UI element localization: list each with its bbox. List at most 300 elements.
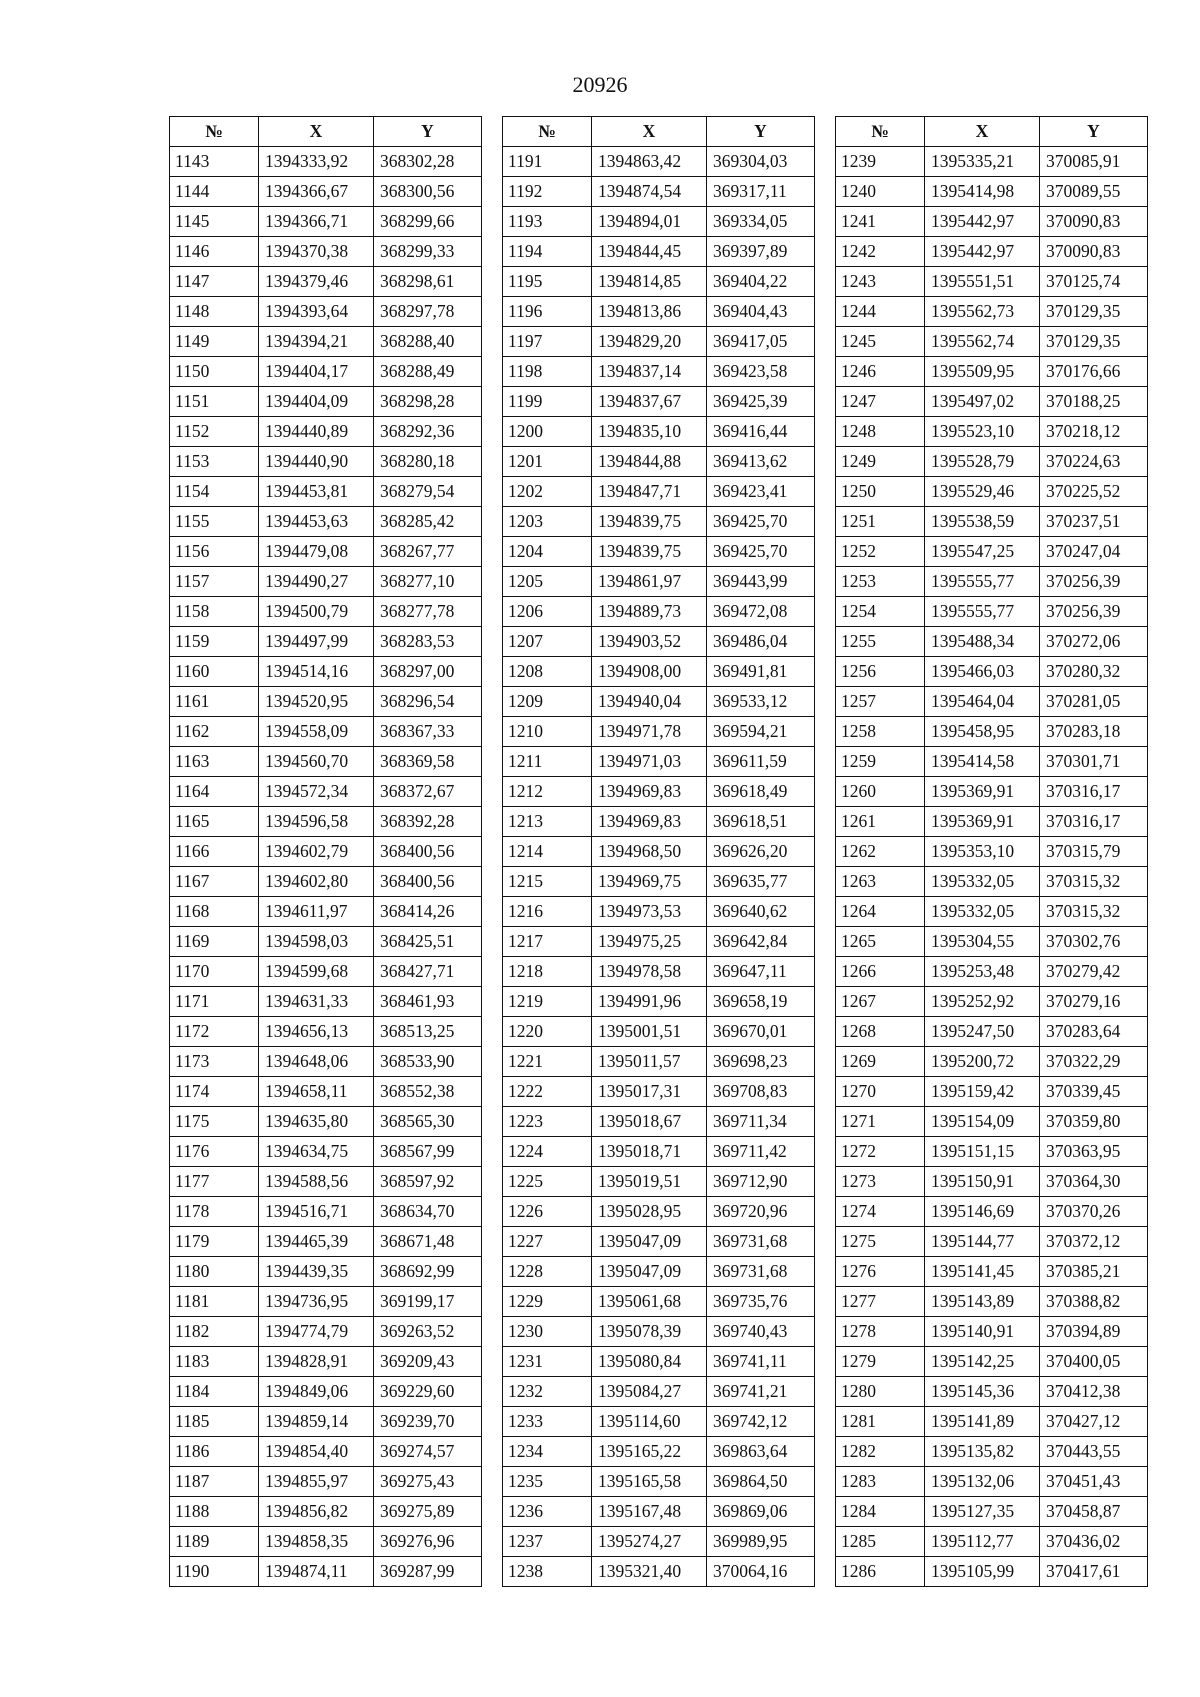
x-coordinate: 1394844,45	[592, 237, 707, 267]
y-coordinate: 369276,96	[374, 1527, 482, 1557]
point-number: 1219	[503, 987, 592, 1017]
y-coordinate: 368297,78	[374, 297, 482, 327]
y-coordinate: 369425,70	[707, 537, 815, 567]
table-row	[503, 1017, 815, 1047]
y-coordinate: 368279,54	[374, 477, 482, 507]
x-coordinate: 1394839,75	[592, 507, 707, 537]
point-number: 1176	[170, 1137, 259, 1167]
point-number: 1205	[503, 567, 592, 597]
table-row	[503, 837, 815, 867]
y-coordinate: 369486,04	[707, 627, 815, 657]
y-coordinate: 370090,83	[1040, 237, 1148, 267]
table-row	[503, 147, 815, 177]
table-row	[503, 1197, 815, 1227]
x-coordinate: 1394393,64	[259, 297, 374, 327]
y-coordinate: 369334,05	[707, 207, 815, 237]
y-coordinate: 368372,67	[374, 777, 482, 807]
y-coordinate: 369618,49	[707, 777, 815, 807]
table-body	[503, 147, 815, 1587]
x-coordinate: 1394379,46	[259, 267, 374, 297]
point-number: 1214	[503, 837, 592, 867]
page-number: 20926	[572, 72, 628, 97]
table-row	[836, 1107, 1148, 1137]
x-coordinate: 1395562,73	[925, 297, 1040, 327]
point-number: 1237	[503, 1527, 592, 1557]
y-coordinate: 370322,29	[1040, 1047, 1148, 1077]
table-row	[170, 1467, 482, 1497]
x-coordinate: 1395018,67	[592, 1107, 707, 1137]
y-coordinate: 370394,89	[1040, 1317, 1148, 1347]
x-coordinate: 1395497,02	[925, 387, 1040, 417]
table-row	[836, 357, 1148, 387]
y-coordinate: 370417,61	[1040, 1557, 1148, 1587]
x-coordinate: 1394975,25	[592, 927, 707, 957]
table-row	[836, 1347, 1148, 1377]
point-number: 1242	[836, 237, 925, 267]
y-coordinate: 369239,70	[374, 1407, 482, 1437]
y-coordinate: 369742,12	[707, 1407, 815, 1437]
point-number: 1150	[170, 357, 259, 387]
y-coordinate: 368283,53	[374, 627, 482, 657]
point-number: 1147	[170, 267, 259, 297]
y-coordinate: 368414,26	[374, 897, 482, 927]
y-coordinate: 368299,33	[374, 237, 482, 267]
table-row	[503, 1527, 815, 1557]
y-coordinate: 368277,78	[374, 597, 482, 627]
x-coordinate: 1395105,99	[925, 1557, 1040, 1587]
point-number: 1275	[836, 1227, 925, 1257]
table-row	[503, 777, 815, 807]
x-coordinate: 1394828,91	[259, 1347, 374, 1377]
table-row	[836, 1287, 1148, 1317]
table-row	[503, 477, 815, 507]
point-number: 1162	[170, 717, 259, 747]
x-coordinate: 1395011,57	[592, 1047, 707, 1077]
x-coordinate: 1395127,35	[925, 1497, 1040, 1527]
y-coordinate: 368427,71	[374, 957, 482, 987]
x-coordinate: 1395159,42	[925, 1077, 1040, 1107]
table-row	[836, 447, 1148, 477]
x-coordinate: 1395132,06	[925, 1467, 1040, 1497]
table-row	[836, 867, 1148, 897]
y-coordinate: 369317,11	[707, 177, 815, 207]
y-coordinate: 369635,77	[707, 867, 815, 897]
table-row	[836, 207, 1148, 237]
x-coordinate: 1394874,54	[592, 177, 707, 207]
table-row	[836, 387, 1148, 417]
point-number: 1253	[836, 567, 925, 597]
point-number: 1284	[836, 1497, 925, 1527]
table-row	[503, 1227, 815, 1257]
table-row	[170, 387, 482, 417]
table-row	[836, 837, 1148, 867]
y-coordinate: 368567,99	[374, 1137, 482, 1167]
x-coordinate: 1395078,39	[592, 1317, 707, 1347]
x-coordinate: 1394453,81	[259, 477, 374, 507]
y-coordinate: 369417,05	[707, 327, 815, 357]
y-coordinate: 369425,70	[707, 507, 815, 537]
coordinate-table-1	[169, 116, 482, 1587]
point-number: 1189	[170, 1527, 259, 1557]
y-coordinate: 370176,66	[1040, 357, 1148, 387]
point-number: 1181	[170, 1287, 259, 1317]
table-row	[170, 807, 482, 837]
x-coordinate: 1394849,06	[259, 1377, 374, 1407]
x-coordinate: 1394366,67	[259, 177, 374, 207]
point-number: 1182	[170, 1317, 259, 1347]
table-header-row	[836, 117, 1148, 147]
y-coordinate: 369397,89	[707, 237, 815, 267]
y-coordinate: 369533,12	[707, 687, 815, 717]
y-coordinate: 370283,64	[1040, 1017, 1148, 1047]
table-row	[836, 1017, 1148, 1047]
y-coordinate: 369741,21	[707, 1377, 815, 1407]
y-coordinate: 369263,52	[374, 1317, 482, 1347]
x-coordinate: 1395084,27	[592, 1377, 707, 1407]
x-coordinate: 1395019,51	[592, 1167, 707, 1197]
point-number: 1240	[836, 177, 925, 207]
table-row	[170, 1317, 482, 1347]
x-coordinate: 1395142,25	[925, 1347, 1040, 1377]
point-number: 1208	[503, 657, 592, 687]
table-row	[503, 747, 815, 777]
y-coordinate: 368298,28	[374, 387, 482, 417]
table-row	[836, 957, 1148, 987]
y-coordinate: 369642,84	[707, 927, 815, 957]
point-number: 1195	[503, 267, 592, 297]
y-coordinate: 368367,33	[374, 717, 482, 747]
point-number: 1223	[503, 1107, 592, 1137]
x-coordinate: 1394596,58	[259, 807, 374, 837]
table-body	[836, 147, 1148, 1587]
table-row	[503, 807, 815, 837]
table-row	[170, 417, 482, 447]
table-row	[836, 657, 1148, 687]
table-row	[170, 1227, 482, 1257]
x-coordinate: 1395353,10	[925, 837, 1040, 867]
x-coordinate: 1394835,10	[592, 417, 707, 447]
x-coordinate: 1394968,50	[592, 837, 707, 867]
table-row	[170, 327, 482, 357]
y-coordinate: 370316,17	[1040, 807, 1148, 837]
point-number: 1221	[503, 1047, 592, 1077]
y-coordinate: 370359,80	[1040, 1107, 1148, 1137]
y-coordinate: 368298,61	[374, 267, 482, 297]
point-number: 1144	[170, 177, 259, 207]
y-coordinate: 370315,32	[1040, 897, 1148, 927]
x-coordinate: 1394991,96	[592, 987, 707, 1017]
x-coordinate: 1395551,51	[925, 267, 1040, 297]
point-number: 1256	[836, 657, 925, 687]
point-number: 1273	[836, 1167, 925, 1197]
y-coordinate: 369491,81	[707, 657, 815, 687]
y-coordinate: 369287,99	[374, 1557, 482, 1587]
table-row	[836, 1197, 1148, 1227]
table-row	[836, 477, 1148, 507]
x-coordinate: 1394497,99	[259, 627, 374, 657]
x-coordinate: 1394971,03	[592, 747, 707, 777]
point-number: 1168	[170, 897, 259, 927]
y-coordinate: 369670,01	[707, 1017, 815, 1047]
y-coordinate: 370279,16	[1040, 987, 1148, 1017]
point-number: 1204	[503, 537, 592, 567]
table-row	[170, 1137, 482, 1167]
point-number: 1184	[170, 1377, 259, 1407]
point-number: 1160	[170, 657, 259, 687]
point-number: 1191	[503, 147, 592, 177]
x-coordinate: 1395047,09	[592, 1227, 707, 1257]
x-coordinate: 1395529,46	[925, 477, 1040, 507]
y-coordinate: 369618,51	[707, 807, 815, 837]
point-number: 1248	[836, 417, 925, 447]
table-row	[836, 1317, 1148, 1347]
header-x: X	[592, 117, 707, 147]
y-coordinate: 370451,43	[1040, 1467, 1148, 1497]
point-number: 1227	[503, 1227, 592, 1257]
x-coordinate: 1394736,95	[259, 1287, 374, 1317]
point-number: 1216	[503, 897, 592, 927]
y-coordinate: 368296,54	[374, 687, 482, 717]
y-coordinate: 368277,10	[374, 567, 482, 597]
y-coordinate: 370412,38	[1040, 1377, 1148, 1407]
x-coordinate: 1394969,83	[592, 777, 707, 807]
x-coordinate: 1395321,40	[592, 1557, 707, 1587]
point-number: 1279	[836, 1347, 925, 1377]
table-row	[836, 1167, 1148, 1197]
table-row	[170, 447, 482, 477]
table-row	[836, 147, 1148, 177]
y-coordinate: 368565,30	[374, 1107, 482, 1137]
table-row	[503, 1317, 815, 1347]
x-coordinate: 1394829,20	[592, 327, 707, 357]
y-coordinate: 370129,35	[1040, 327, 1148, 357]
x-coordinate: 1394774,79	[259, 1317, 374, 1347]
table-row	[170, 1377, 482, 1407]
table-row	[503, 447, 815, 477]
x-coordinate: 1394903,52	[592, 627, 707, 657]
point-number: 1211	[503, 747, 592, 777]
y-coordinate: 370279,42	[1040, 957, 1148, 987]
table-row	[170, 1287, 482, 1317]
table-row	[836, 297, 1148, 327]
point-number: 1155	[170, 507, 259, 537]
x-coordinate: 1394453,63	[259, 507, 374, 537]
y-coordinate: 369416,44	[707, 417, 815, 447]
y-coordinate: 368299,66	[374, 207, 482, 237]
x-coordinate: 1395112,77	[925, 1527, 1040, 1557]
y-coordinate: 370188,25	[1040, 387, 1148, 417]
point-number: 1198	[503, 357, 592, 387]
y-coordinate: 370280,32	[1040, 657, 1148, 687]
y-coordinate: 368552,38	[374, 1077, 482, 1107]
table-row	[170, 927, 482, 957]
table-row	[503, 1047, 815, 1077]
table-row	[503, 237, 815, 267]
table-row	[170, 267, 482, 297]
y-coordinate: 370281,05	[1040, 687, 1148, 717]
table-row	[836, 1407, 1148, 1437]
table-row	[170, 1347, 482, 1377]
point-number: 1174	[170, 1077, 259, 1107]
point-number: 1163	[170, 747, 259, 777]
point-number: 1270	[836, 1077, 925, 1107]
table-row	[170, 537, 482, 567]
table-row	[170, 207, 482, 237]
y-coordinate: 369594,21	[707, 717, 815, 747]
point-number: 1165	[170, 807, 259, 837]
table-row	[170, 1077, 482, 1107]
table-row	[503, 1467, 815, 1497]
point-number: 1199	[503, 387, 592, 417]
table-row	[836, 237, 1148, 267]
point-number: 1239	[836, 147, 925, 177]
x-coordinate: 1394814,85	[592, 267, 707, 297]
point-number: 1230	[503, 1317, 592, 1347]
x-coordinate: 1395144,77	[925, 1227, 1040, 1257]
y-coordinate: 368302,28	[374, 147, 482, 177]
point-number: 1187	[170, 1467, 259, 1497]
table-row	[170, 1527, 482, 1557]
table-row	[170, 147, 482, 177]
table-row	[503, 897, 815, 927]
y-coordinate: 370090,83	[1040, 207, 1148, 237]
point-number: 1225	[503, 1167, 592, 1197]
x-coordinate: 1394404,17	[259, 357, 374, 387]
table-row	[170, 1497, 482, 1527]
table-row	[836, 327, 1148, 357]
table-row	[836, 537, 1148, 567]
point-number: 1274	[836, 1197, 925, 1227]
point-number: 1249	[836, 447, 925, 477]
x-coordinate: 1395458,95	[925, 717, 1040, 747]
point-number: 1280	[836, 1377, 925, 1407]
point-number: 1178	[170, 1197, 259, 1227]
header-number: №	[836, 117, 925, 147]
point-number: 1268	[836, 1017, 925, 1047]
x-coordinate: 1394874,11	[259, 1557, 374, 1587]
table-row	[170, 1167, 482, 1197]
point-number: 1259	[836, 747, 925, 777]
y-coordinate: 369274,57	[374, 1437, 482, 1467]
x-coordinate: 1395547,25	[925, 537, 1040, 567]
table-row	[836, 1137, 1148, 1167]
point-number: 1197	[503, 327, 592, 357]
point-number: 1238	[503, 1557, 592, 1587]
y-coordinate: 369711,42	[707, 1137, 815, 1167]
y-coordinate: 370302,76	[1040, 927, 1148, 957]
y-coordinate: 370089,55	[1040, 177, 1148, 207]
y-coordinate: 368288,40	[374, 327, 482, 357]
point-number: 1193	[503, 207, 592, 237]
point-number: 1177	[170, 1167, 259, 1197]
table-header-row	[170, 117, 482, 147]
y-coordinate: 368692,99	[374, 1257, 482, 1287]
table-row	[836, 1557, 1148, 1587]
point-number: 1246	[836, 357, 925, 387]
table-row	[836, 567, 1148, 597]
y-coordinate: 368533,90	[374, 1047, 482, 1077]
y-coordinate: 369209,43	[374, 1347, 482, 1377]
point-number: 1188	[170, 1497, 259, 1527]
point-number: 1272	[836, 1137, 925, 1167]
point-number: 1263	[836, 867, 925, 897]
x-coordinate: 1394602,80	[259, 867, 374, 897]
table-row	[170, 1197, 482, 1227]
point-number: 1183	[170, 1347, 259, 1377]
y-coordinate: 370085,91	[1040, 147, 1148, 177]
x-coordinate: 1394658,11	[259, 1077, 374, 1107]
point-number: 1218	[503, 957, 592, 987]
table-row	[170, 477, 482, 507]
table-row	[503, 1407, 815, 1437]
x-coordinate: 1394908,00	[592, 657, 707, 687]
table-header-row	[503, 117, 815, 147]
table-row	[170, 597, 482, 627]
point-number: 1206	[503, 597, 592, 627]
point-number: 1146	[170, 237, 259, 267]
point-number: 1180	[170, 1257, 259, 1287]
x-coordinate: 1394366,71	[259, 207, 374, 237]
point-number: 1262	[836, 837, 925, 867]
y-coordinate: 368400,56	[374, 867, 482, 897]
y-coordinate: 369275,43	[374, 1467, 482, 1497]
point-number: 1209	[503, 687, 592, 717]
x-coordinate: 1395165,22	[592, 1437, 707, 1467]
point-number: 1201	[503, 447, 592, 477]
point-number: 1269	[836, 1047, 925, 1077]
table-row	[170, 567, 482, 597]
table-row	[170, 1257, 482, 1287]
point-number: 1151	[170, 387, 259, 417]
x-coordinate: 1394969,75	[592, 867, 707, 897]
y-coordinate: 369741,11	[707, 1347, 815, 1377]
x-coordinate: 1394856,82	[259, 1497, 374, 1527]
table-row	[503, 1167, 815, 1197]
x-coordinate: 1394479,08	[259, 537, 374, 567]
point-number: 1264	[836, 897, 925, 927]
y-coordinate: 370400,05	[1040, 1347, 1148, 1377]
point-number: 1232	[503, 1377, 592, 1407]
y-coordinate: 370364,30	[1040, 1167, 1148, 1197]
point-number: 1281	[836, 1407, 925, 1437]
x-coordinate: 1394839,75	[592, 537, 707, 567]
point-number: 1244	[836, 297, 925, 327]
y-coordinate: 369640,62	[707, 897, 815, 927]
y-coordinate: 368280,18	[374, 447, 482, 477]
point-number: 1271	[836, 1107, 925, 1137]
point-number: 1153	[170, 447, 259, 477]
y-coordinate: 368425,51	[374, 927, 482, 957]
y-coordinate: 369735,76	[707, 1287, 815, 1317]
y-coordinate: 369199,17	[374, 1287, 482, 1317]
x-coordinate: 1395001,51	[592, 1017, 707, 1047]
y-coordinate: 368300,56	[374, 177, 482, 207]
point-number: 1172	[170, 1017, 259, 1047]
x-coordinate: 1394333,92	[259, 147, 374, 177]
x-coordinate: 1394858,35	[259, 1527, 374, 1557]
x-coordinate: 1394844,88	[592, 447, 707, 477]
point-number: 1267	[836, 987, 925, 1017]
y-coordinate: 370224,63	[1040, 447, 1148, 477]
x-coordinate: 1394855,97	[259, 1467, 374, 1497]
point-number: 1185	[170, 1407, 259, 1437]
y-coordinate: 368288,49	[374, 357, 482, 387]
header-number: №	[503, 117, 592, 147]
x-coordinate: 1394973,53	[592, 897, 707, 927]
table-row	[836, 717, 1148, 747]
point-number: 1283	[836, 1467, 925, 1497]
x-coordinate: 1395523,10	[925, 417, 1040, 447]
